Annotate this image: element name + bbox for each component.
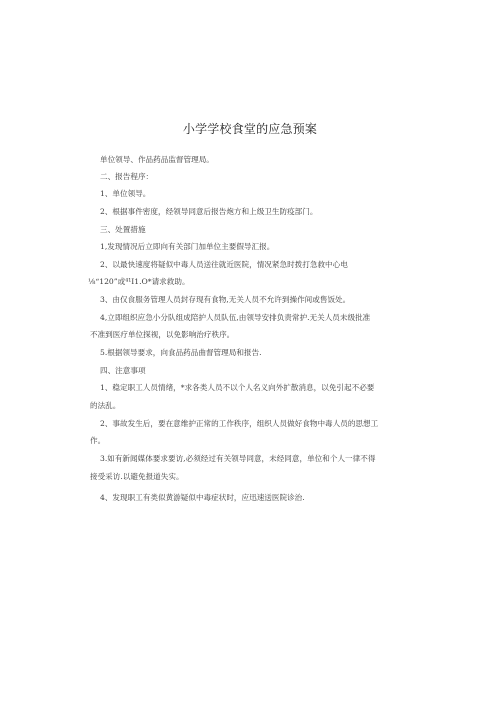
paragraph-line: 的法乱。 <box>90 401 121 410</box>
section-heading: 四、注意事项 <box>100 366 146 375</box>
paragraph-line: 4、发现职工有类似黄游疑似中毒症状时，应迅速送医院诊治. <box>100 493 305 502</box>
document-title: 小学学校食堂的应急预案 <box>182 122 318 136</box>
paragraph-line: 3、由仅食服务管理人员封存现有食物,无关人员不允许到操作间或售饭处。 <box>100 295 351 304</box>
paragraph-line: ⅛“120”或⁴¹I1.O*请求救助。 <box>88 277 190 286</box>
paragraph-line: 4,立即组织应急小分队组成陪护人员队伍,由领导安排负责常护.无关人员未级批准 <box>100 313 371 322</box>
section-heading: 三、处置措施 <box>100 225 146 234</box>
paragraph-line: 作。 <box>90 436 106 445</box>
paragraph-line: 1、稳定职工人员情绪，*求各类人员不以个人名义向外扩散消息，以免引起不必要 <box>100 383 375 392</box>
paragraph-line: 5.根据领导要求，向食品药品曲督管理局和报告. <box>100 348 262 357</box>
paragraph-line: 2、以最快速度将疑似中毒人员送往就近医院，情况紧急时拨打急救中心电 <box>100 260 348 269</box>
paragraph-line: 1、单位领导。 <box>100 189 151 198</box>
section-heading: 二、报告程序： <box>100 172 154 181</box>
paragraph-line: 不准到医疗单位探视，以免影响治疗秩序。 <box>90 330 235 339</box>
paragraph-line: 接受采访.以避免报道失实。 <box>90 472 184 481</box>
paragraph-line: 2、根据事件密度，经领导同意后报告炮方和上级卫生防疫部门。 <box>100 207 318 216</box>
paragraph-line: 1,发现情况后立即向有关部门加单位主要假导汇报。 <box>100 242 275 251</box>
paragraph-line: 3.如有新闻媒体要求要访,必须经过有关领导同意，未经同意，单位和个人一律不得 <box>100 454 376 463</box>
paragraph-line: 2、事故发生后，要在意维护正常的工作秩序，组织人员做好食物中毒人员的思想工 <box>100 419 379 428</box>
paragraph-line: 单位领导、作品药品监督管理局。 <box>100 155 214 164</box>
